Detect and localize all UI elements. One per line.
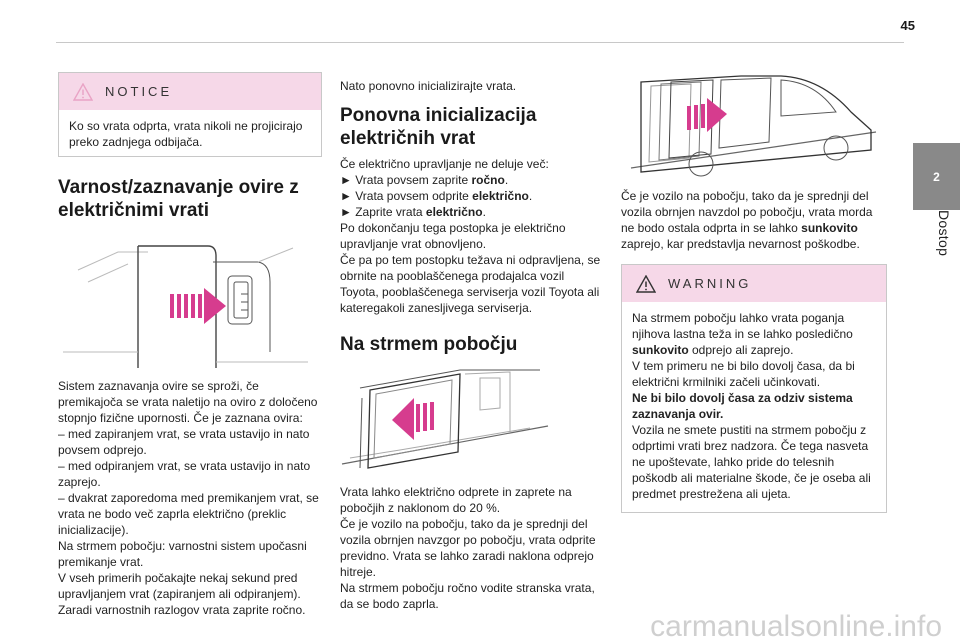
step-3: ► Zaprite vrata električno. bbox=[340, 205, 486, 219]
paragraph: V vseh primerih počakajte nekaj sekund pred upravljanjem vrat (zapiranjem ali odpiranjem). bbox=[58, 571, 301, 601]
paragraph: Na strmem pobočju: varnostni sistem upočasni premikanje vrat. bbox=[58, 539, 307, 569]
obstacle-arrow-icon bbox=[170, 288, 226, 324]
paragraph: Na strmem pobočju lahko vrata poganja njihova lastna teža in se lahko posledično sunkovito odprejo ali zaprejo. bbox=[632, 311, 853, 357]
paragraph: Sistem zaznavanja ovire se sproži, če premikajoča se vrata naletijo na oviro z določeno stopnjo fizične upornosti. Če je zaznana ovira: bbox=[58, 379, 318, 425]
paragraph: Če pa po tem postopku težava ni odpravljena, se obrnite na pooblaščenega prodajalca vozil Toyota, pooblaščenega serviserja vozil Toyota ali kateregakoli zanesljivega serviserja. bbox=[340, 253, 601, 315]
chapter-title: Dostop bbox=[936, 210, 952, 257]
notice-header bbox=[59, 73, 321, 110]
paragraph: – med zapiranjem vrat, se vrata ustavijo in nato povsem odprejo. bbox=[58, 427, 310, 457]
notice-title: NOTICE bbox=[105, 84, 173, 99]
warning-box bbox=[621, 264, 887, 513]
paragraph: Vrata lahko električno odprete in zaprete na pobočjih z naklonom do 20 %. bbox=[340, 485, 572, 515]
slope-arrow-icon bbox=[392, 398, 434, 440]
slope-door-illustration bbox=[340, 368, 550, 476]
notice-text: Ko so vrata odprta, vrata nikoli ne projicirajo preko zadnjega odbijača. bbox=[69, 119, 303, 149]
warning-text bbox=[622, 302, 886, 512]
paragraph: Če električno upravljanje ne deluje več: bbox=[340, 157, 549, 171]
paragraph: Ne bi bilo dovolj časa za odziv sistema zaznavanja ovir. bbox=[632, 391, 853, 421]
warning-header bbox=[622, 265, 886, 302]
warning-triangle-icon bbox=[636, 275, 656, 293]
chapter-tab[interactable] bbox=[913, 143, 960, 210]
step-2: ► Vrata povsem odprite električno. bbox=[340, 189, 533, 203]
slope-text bbox=[340, 484, 605, 612]
svg-text:carmanualsonline.info: carmanualsonline.info bbox=[650, 610, 942, 640]
door-open-arrow-icon bbox=[687, 98, 727, 132]
warning-title: WARNING bbox=[668, 276, 752, 291]
sliding-door-illustration bbox=[58, 242, 320, 372]
section-heading-slope: Na strmem pobočju bbox=[340, 334, 518, 355]
paragraph: Na strmem pobočju ročno vodite stranska vrata, da se bodo zaprla. bbox=[340, 581, 595, 611]
paragraph: V tem primeru ne bi bilo dovolj časa, da bi električni krmilniki začeli učinkovati. bbox=[632, 359, 855, 389]
header-rule bbox=[56, 42, 904, 43]
page-number: 45 bbox=[900, 18, 915, 33]
paragraph: Po dokončanju tega postopka je električno upravljanje vrat obnovljeno. bbox=[340, 221, 566, 251]
paragraph: – dvakrat zaporedoma med premikanjem vrat, se vrata ne bodo več zaprla električno (preklic inicializacije). bbox=[58, 491, 319, 537]
notice-box bbox=[58, 72, 322, 157]
chapter-number: 2 bbox=[933, 169, 940, 184]
paragraph: – med odpiranjem vrat, se vrata ustavijo in nato zaprejo. bbox=[58, 459, 311, 489]
downhill-text: Če je vozilo na pobočju, tako da je sprednji del vozila obrnjen navzdol po pobočju, vrata morda ne bodo ostala odprta in se lahko sunkovito zaprejo, kar predstavlja nevarnost poškodbe. bbox=[621, 189, 873, 251]
paragraph: Vozila ne smete pustiti na strmem pobočju z odprtimi vrati brez nadzora. Če tega nasveta ne upoštevate, lahko pride do telesnih poškodb ali materialne škode, če je oseba ali predmet prestrežena ali ujeta. bbox=[632, 423, 871, 501]
step-1: ► Vrata povsem zaprite ročno. bbox=[340, 173, 509, 187]
section-heading-reinit: Ponovna inicializacija električnih vrat bbox=[340, 105, 537, 149]
reinit-intro: Nato ponovno inicializirajte vrata. bbox=[340, 79, 517, 93]
van-slope-illustration bbox=[621, 72, 883, 180]
paragraph: Če je vozilo na pobočju, tako da je sprednji del vozila obrnjen navzgor po pobočju, vrata odprite previdno. Vrata se lahko zaradi naklona odprejo hitreje. bbox=[340, 517, 596, 579]
section-heading-obstacle: Varnost/zaznavanje ovire z električnimi vrati bbox=[58, 177, 299, 221]
obstacle-text bbox=[58, 378, 322, 618]
column-3 bbox=[621, 72, 887, 513]
column-2 bbox=[340, 78, 605, 612]
paragraph: Zaradi varnostnih razlogov vrata zaprite ročno. bbox=[58, 603, 306, 617]
column-1 bbox=[58, 72, 322, 618]
warning-triangle-icon bbox=[73, 83, 93, 101]
reinit-text bbox=[340, 156, 605, 316]
